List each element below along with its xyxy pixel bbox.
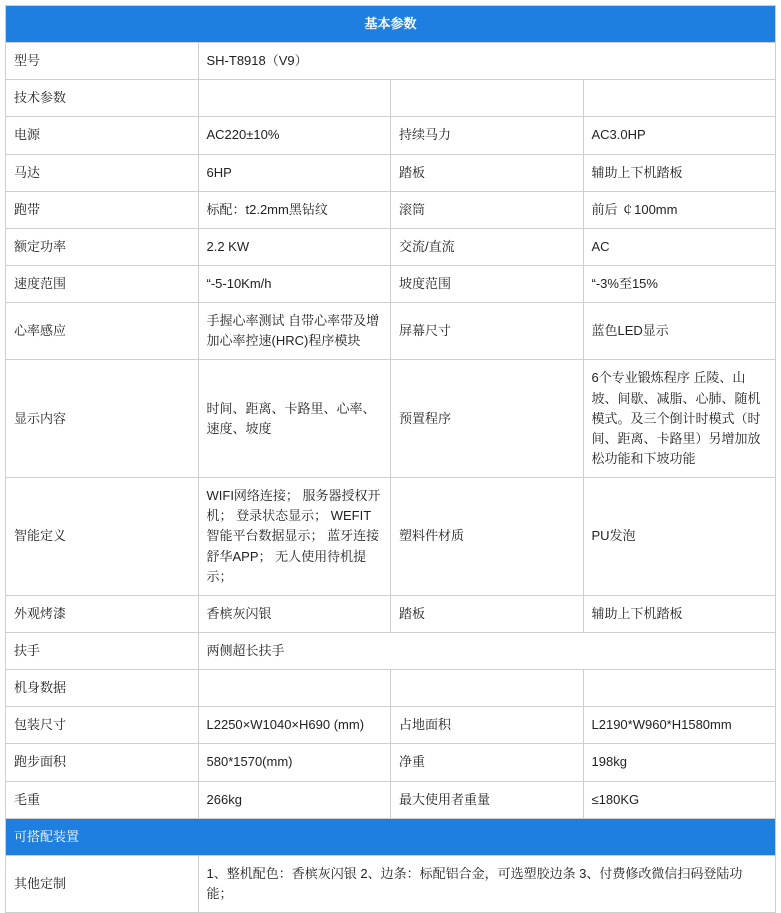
rated-power-value: 2.2 KW xyxy=(198,228,391,265)
table-row xyxy=(6,360,776,478)
table-row xyxy=(6,303,776,360)
table-row xyxy=(6,781,776,818)
roller-label: 滚筒 xyxy=(391,191,584,228)
body-data-value2 xyxy=(583,670,776,707)
power-value: AC220±10% xyxy=(198,117,391,154)
speed-range-value: “-5-10Km/h xyxy=(198,265,391,302)
paint-label: 外观烤漆 xyxy=(6,595,199,632)
package-size-label: 包装尺寸 xyxy=(6,707,199,744)
table-row xyxy=(6,595,776,632)
net-weight-value: 198kg xyxy=(583,744,776,781)
motor-label: 马达 xyxy=(6,154,199,191)
speed-range-label: 速度范围 xyxy=(6,265,199,302)
table-row xyxy=(6,80,776,117)
power-label: 电源 xyxy=(6,117,199,154)
incline-range-label: 坡度范围 xyxy=(391,265,584,302)
body-data-label: 机身数据 xyxy=(6,670,199,707)
table-row xyxy=(6,670,776,707)
pedal-label: 踏板 xyxy=(391,154,584,191)
model-value: SH-T8918（V9） xyxy=(198,43,776,80)
max-user-weight-label: 最大使用者重量 xyxy=(391,781,584,818)
preset-programs-label: 预置程序 xyxy=(391,360,584,478)
plastic-value: PU发泡 xyxy=(583,478,776,596)
section-header-row xyxy=(6,818,776,855)
table-title: 基本参数 xyxy=(6,6,776,43)
paint-value: 香槟灰闪银 xyxy=(198,595,391,632)
smart-label: 智能定义 xyxy=(6,478,199,596)
heart-rate-value: 手握心率测试 自带心率带及增加心率控速(HRC)程序模块 xyxy=(198,303,391,360)
section-title: 可搭配装置 xyxy=(6,818,776,855)
max-user-weight-value: ≤180KG xyxy=(583,781,776,818)
heart-rate-label: 心率感应 xyxy=(6,303,199,360)
floor-area-value: L2190*W960*H1580mm xyxy=(583,707,776,744)
gross-weight-label: 毛重 xyxy=(6,781,199,818)
continuous-hp-label: 持续马力 xyxy=(391,117,584,154)
tech-params-value xyxy=(198,80,391,117)
pedal2-label: 踏板 xyxy=(391,595,584,632)
tech-params-label2 xyxy=(391,80,584,117)
table-header-row xyxy=(6,6,776,43)
belt-label: 跑带 xyxy=(6,191,199,228)
gross-weight-value: 266kg xyxy=(198,781,391,818)
body-data-value xyxy=(198,670,391,707)
incline-range-value: “-3%至15% xyxy=(583,265,776,302)
motor-value: 6HP xyxy=(198,154,391,191)
pedal2-value: 辅助上下机踏板 xyxy=(583,595,776,632)
running-area-label: 跑步面积 xyxy=(6,744,199,781)
screen-size-label: 屏幕尺寸 xyxy=(391,303,584,360)
table-row xyxy=(6,855,776,912)
screen-size-value: 蓝色LED显示 xyxy=(583,303,776,360)
table-row xyxy=(6,43,776,80)
handrail-value: 两侧超长扶手 xyxy=(198,632,776,669)
body-data-label2 xyxy=(391,670,584,707)
net-weight-label: 净重 xyxy=(391,744,584,781)
plastic-label: 塑料件材质 xyxy=(391,478,584,596)
continuous-hp-value: AC3.0HP xyxy=(583,117,776,154)
table-row xyxy=(6,632,776,669)
table-row xyxy=(6,707,776,744)
tech-params-label: 技术参数 xyxy=(6,80,199,117)
preset-programs-value: 6个专业锻炼程序 丘陵、山坡、间歇、减脂、心肺、随机模式。及三个倒计时模式（时间、距离、卡路里）另增加放松功能和下坡功能 xyxy=(583,360,776,478)
handrail-label: 扶手 xyxy=(6,632,199,669)
pedal-value: 辅助上下机踏板 xyxy=(583,154,776,191)
table-row xyxy=(6,744,776,781)
roller-value: 前后 ￠100mm xyxy=(583,191,776,228)
table-row xyxy=(6,154,776,191)
tech-params-value2 xyxy=(583,80,776,117)
table-row xyxy=(6,117,776,154)
table-row xyxy=(6,265,776,302)
floor-area-label: 占地面积 xyxy=(391,707,584,744)
running-area-value: 580*1570(mm) xyxy=(198,744,391,781)
other-custom-value: 1、整机配色：香槟灰闪银 2、边条：标配铝合金，可选塑胶边条 3、付费修改微信扫码登陆功能； xyxy=(198,855,776,912)
display-content-value: 时间、距离、卡路里、心率、速度、坡度 xyxy=(198,360,391,478)
package-size-value: L2250×W1040×H690 (mm) xyxy=(198,707,391,744)
belt-value: 标配：t2.2mm黑钻纹 xyxy=(198,191,391,228)
table-row xyxy=(6,478,776,596)
rated-power-label: 额定功率 xyxy=(6,228,199,265)
smart-value: WIFI网络连接； 服务器授权开机； 登录状态显示； WEFIT智能平台数据显示； 蓝牙连接舒华APP； 无人使用待机提示； xyxy=(198,478,391,596)
ac-dc-value: AC xyxy=(583,228,776,265)
table-row xyxy=(6,228,776,265)
model-label: 型号 xyxy=(6,43,199,80)
other-custom-label: 其他定制 xyxy=(6,855,199,912)
display-content-label: 显示内容 xyxy=(6,360,199,478)
table-row xyxy=(6,191,776,228)
spec-table xyxy=(5,5,776,913)
ac-dc-label: 交流/直流 xyxy=(391,228,584,265)
